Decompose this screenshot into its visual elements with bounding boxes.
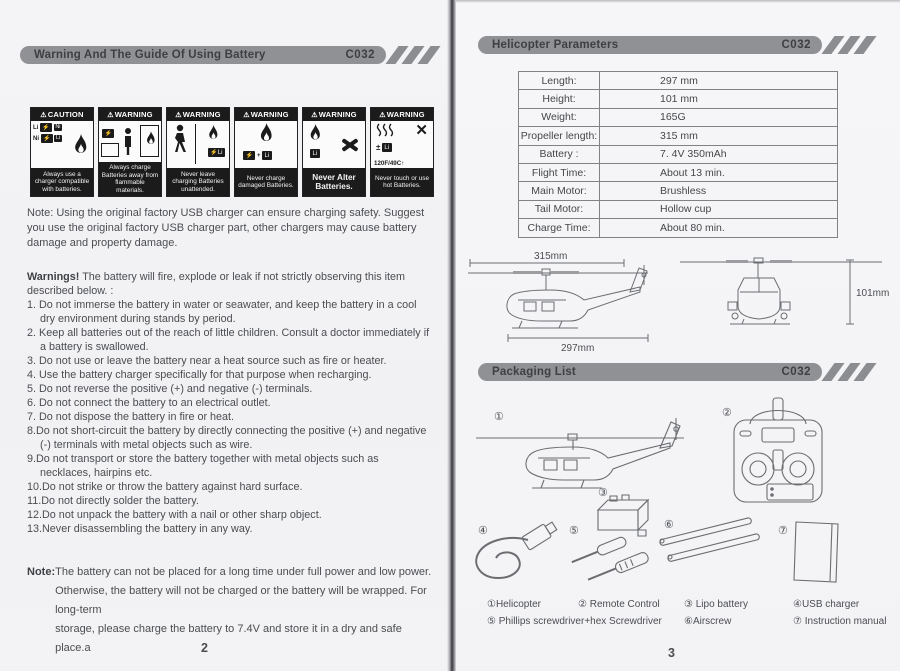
warning-box-header <box>31 108 93 121</box>
header-stripes-decoration <box>828 36 870 54</box>
flame-cabinet-outline <box>140 125 159 157</box>
header-stripes-decoration <box>392 46 434 64</box>
warning-list-item: 3. Do not use or leave the battery near a heat source such as fire or heater. <box>27 355 387 367</box>
warning-caption: Never leave charging Batteries unattended. <box>167 168 229 196</box>
legend-screwdrivers: ⑤ Phillips screwdriver+hex Screwdriver <box>487 616 662 627</box>
table-row <box>519 90 838 108</box>
temperature-limit-label: 120F/49C↑ <box>374 160 405 167</box>
item-number-3: ③ <box>598 487 608 499</box>
table-row <box>519 219 838 237</box>
warning-list-item: 2. Keep all batteries out of the reach of little children. Consult a doctor immediately if a battery is swallowed. <box>27 327 430 353</box>
warning-box-header-label: WARNING <box>386 110 425 119</box>
warnings-title: Warnings! <box>27 271 80 283</box>
table-row <box>519 108 838 126</box>
param-value: 101 mm <box>600 90 838 108</box>
section-title: Packaging List <box>492 366 576 378</box>
flame-icon <box>207 125 220 142</box>
param-label: Main Motor: <box>519 182 600 200</box>
person-icon <box>121 127 135 157</box>
warning-box-header-label: WARNING <box>182 110 221 119</box>
page-number-left: 2 <box>201 641 208 655</box>
warning-triangle-icon: ⚠ <box>243 112 250 119</box>
table-row <box>519 72 838 90</box>
item-number-7: ⑦ <box>778 525 788 537</box>
page-number-right: 3 <box>668 646 675 660</box>
note-label: Note: <box>27 566 56 578</box>
charger-battery-row <box>33 123 93 132</box>
warning-box-1 <box>30 107 94 197</box>
warning-triangle-icon: ⚠ <box>175 112 182 119</box>
charging-battery-icon <box>40 123 52 132</box>
note-line: The battery can not be placed for a long time under full power and low power. <box>55 566 432 578</box>
param-value: 315 mm <box>600 127 838 145</box>
note-line: storage, please charge the battery to 7.4V and store it in a dry and safe place.a <box>55 623 402 654</box>
helicopter-item-art <box>476 411 684 488</box>
legend-instruction-manual: ⑦ Instruction manual <box>793 616 887 627</box>
warning-list-item: 10.Do not strike or throw the battery against hard surface. <box>27 481 303 493</box>
li-battery-icon: Li <box>310 149 320 158</box>
warning-list-item: 8.Do not short-circuit the battery by directly connecting the positive (+) and negative (-) terminals with metal objects such as wire. <box>27 425 427 451</box>
warning-triangle-icon: ⚠ <box>40 112 47 119</box>
plus-minus-sign: ± <box>376 143 381 152</box>
lipo-battery-item-art <box>598 487 648 536</box>
li-battery-icon: Li <box>55 134 61 141</box>
charging-battery-icon: ⚡ Li <box>208 148 225 157</box>
param-label: Height: <box>519 90 600 108</box>
warning-triangle-icon: ⚠ <box>311 112 318 119</box>
plus-sign: + <box>256 152 261 159</box>
param-label: Charge Time: <box>519 219 600 237</box>
warning-box-6 <box>370 107 434 197</box>
flame-icon <box>72 134 90 157</box>
battery-warning-pictogram-strip <box>30 107 434 197</box>
warning-box-3 <box>166 107 230 197</box>
warning-triangle-icon: ⚠ <box>379 112 386 119</box>
warnings-intro: Warnings! The battery will fire, explode or leak if not strictly observing this item described below. : <box>27 271 406 297</box>
charging-battery-icon: ⚡ <box>243 151 255 160</box>
table-row <box>519 182 838 200</box>
model-code: C032 <box>345 49 375 61</box>
model-code: C032 <box>781 39 811 51</box>
warning-box-art <box>167 121 229 168</box>
legend-airscrew: ⑥Airscrew <box>684 616 732 627</box>
damaged-battery-row <box>243 151 272 160</box>
li-battery-icon: Li <box>262 151 272 160</box>
warning-box-header-label: WARNING <box>114 110 153 119</box>
warning-box-header <box>235 108 297 121</box>
warning-box-header <box>167 108 229 121</box>
warning-box-art <box>371 121 433 168</box>
booklet-binding-shadow <box>447 0 456 671</box>
warning-caption: Always use a charger compatible with batteries. <box>31 168 93 196</box>
param-value: 297 mm <box>600 72 838 90</box>
param-label: Flight Time: <box>519 163 600 181</box>
warning-list-item: 11.Do not directly solder the battery. <box>27 495 199 507</box>
remote-control-item-art <box>722 398 822 502</box>
param-value: Brushless <box>600 182 838 200</box>
warning-box-header-label: CAUTION <box>47 110 84 119</box>
section-header-packaging-list <box>478 363 822 381</box>
charging-battery-icon: ⚡ <box>102 129 114 138</box>
walking-person-icon <box>171 124 191 156</box>
param-value: About 13 min. <box>600 163 838 181</box>
airscrew-item-art <box>659 517 760 562</box>
crossed-tools-icon <box>338 133 362 157</box>
warning-caption: Always charge Batteries away from flammable materials. <box>99 162 161 196</box>
param-value: About 80 min. <box>600 219 838 237</box>
height-dim-label: 101mm <box>856 288 890 299</box>
warning-box-header <box>371 108 433 121</box>
param-label: Weight: <box>519 108 600 126</box>
model-code: C032 <box>781 366 811 378</box>
warning-list-item: 9.Do not transport or store the battery together with metal objects such as necklaces, hairpins etc. <box>27 453 379 479</box>
warning-list-item: 1. Do not immerse the battery in water or seawater, and keep the battery in a cool dry environment during stands by period. <box>27 299 417 325</box>
param-value: Hollow cup <box>600 200 838 218</box>
param-label: Length: <box>519 72 600 90</box>
warning-box-2 <box>98 107 162 197</box>
section-header-battery-warning <box>20 46 386 64</box>
divider-line <box>195 124 196 164</box>
hot-battery-row <box>376 143 392 152</box>
warning-list-item: 4. Use the battery charger specifically for that purpose when recharging. <box>27 369 372 381</box>
flame-icon <box>258 123 275 145</box>
note-lines <box>55 563 437 658</box>
warning-caption: Never Alter Batteries. <box>303 168 365 196</box>
table-row <box>519 145 838 163</box>
legend-helicopter: ①Helicopter <box>487 599 541 610</box>
param-label: Propeller length: <box>519 127 600 145</box>
table-row <box>519 127 838 145</box>
battery-warnings-list-block <box>27 270 431 536</box>
param-value: 7. 4V 350mAh <box>600 145 838 163</box>
helicopter-front-view <box>680 258 889 324</box>
param-label: Battery : <box>519 145 600 163</box>
warning-box-header <box>303 108 365 121</box>
item-number-4: ④ <box>478 525 488 537</box>
warning-list-item: 6. Do not connect the battery to an electrical outlet. <box>27 397 271 409</box>
note-line: Otherwise, the battery will not be charged or the battery will be wrapped. For long-term <box>55 585 427 616</box>
header-stripes-decoration <box>828 363 870 381</box>
item-number-1: ① <box>494 411 504 423</box>
warning-list-item: 7. Do not dispose the battery in fire or heat. <box>27 411 235 423</box>
warning-box-art <box>99 121 161 162</box>
table-row <box>519 200 838 218</box>
item-number-5: ⑤ <box>569 525 579 537</box>
rotor-span-dim-label: 315mm <box>534 251 568 262</box>
param-value: 165G <box>600 108 838 126</box>
warning-list-item: 13.Never disassembling the battery in any way. <box>27 523 253 535</box>
flame-icon <box>308 124 323 143</box>
legend-lipo-battery: ③ Lipo battery <box>684 599 748 610</box>
section-title: Helicopter Parameters <box>492 39 619 51</box>
usb-charger-item-art <box>476 520 558 578</box>
dimension-diagrams <box>458 244 896 358</box>
helicopter-side-view <box>468 251 648 354</box>
page-right-parameters-packaging <box>456 0 900 671</box>
param-label: Tail Motor: <box>519 200 600 218</box>
charging-battery-icon <box>41 134 53 143</box>
lightning-icon: ⚡ <box>42 124 50 131</box>
cross-icon: ✕ <box>415 122 428 139</box>
item-number-2: ② <box>722 407 732 419</box>
parameters-table <box>518 71 838 238</box>
warning-caption: Never charge damaged Batteries. <box>235 168 297 196</box>
li-battery-icon: Li <box>382 143 392 152</box>
warning-box-art <box>31 121 93 168</box>
legend-usb-charger: ④USB charger <box>793 599 860 610</box>
heat-waves-icon <box>376 123 396 137</box>
ni-battery-icon: Ni <box>55 123 61 130</box>
legend-remote-control: ② Remote Control <box>578 599 660 610</box>
item-number-6: ⑥ <box>664 519 674 531</box>
warning-box-4 <box>234 107 298 197</box>
warning-caption: Never touch or use hot Batteries. <box>371 168 433 196</box>
warning-box-header <box>99 108 161 121</box>
warning-box-header-label: WARNING <box>250 110 289 119</box>
warning-box-art <box>303 121 365 168</box>
warning-box-art <box>235 121 297 168</box>
section-title: Warning And The Guide Of Using Battery <box>34 49 266 61</box>
usb-charger-note: Note: Using the original factory USB charger can ensure charging safety. Suggest you use the original factory USB charger part, other chargers may cause battery damage and property damage. <box>27 207 425 249</box>
storage-note <box>27 563 437 658</box>
warning-list-item: 12.Do not unpack the battery with a nail or other sharp object. <box>27 509 322 521</box>
warning-list-item: 5. Do not reverse the positive (+) and negative (-) terminals. <box>27 383 313 395</box>
warning-box-header-label: WARNING <box>318 110 357 119</box>
instruction-manual-item-art <box>778 522 838 582</box>
ni-label: Ni <box>33 135 39 142</box>
section-header-helicopter-parameters <box>478 36 822 54</box>
warning-triangle-icon: ⚠ <box>107 112 114 119</box>
packaging-illustrations <box>470 392 890 592</box>
warning-box-5 <box>302 107 366 197</box>
body-length-dim-label: 297mm <box>561 343 595 354</box>
table-row <box>519 163 838 181</box>
li-label: Li <box>33 124 39 131</box>
lightning-icon: ⚡ <box>43 135 51 142</box>
container-box-icon <box>101 143 119 157</box>
